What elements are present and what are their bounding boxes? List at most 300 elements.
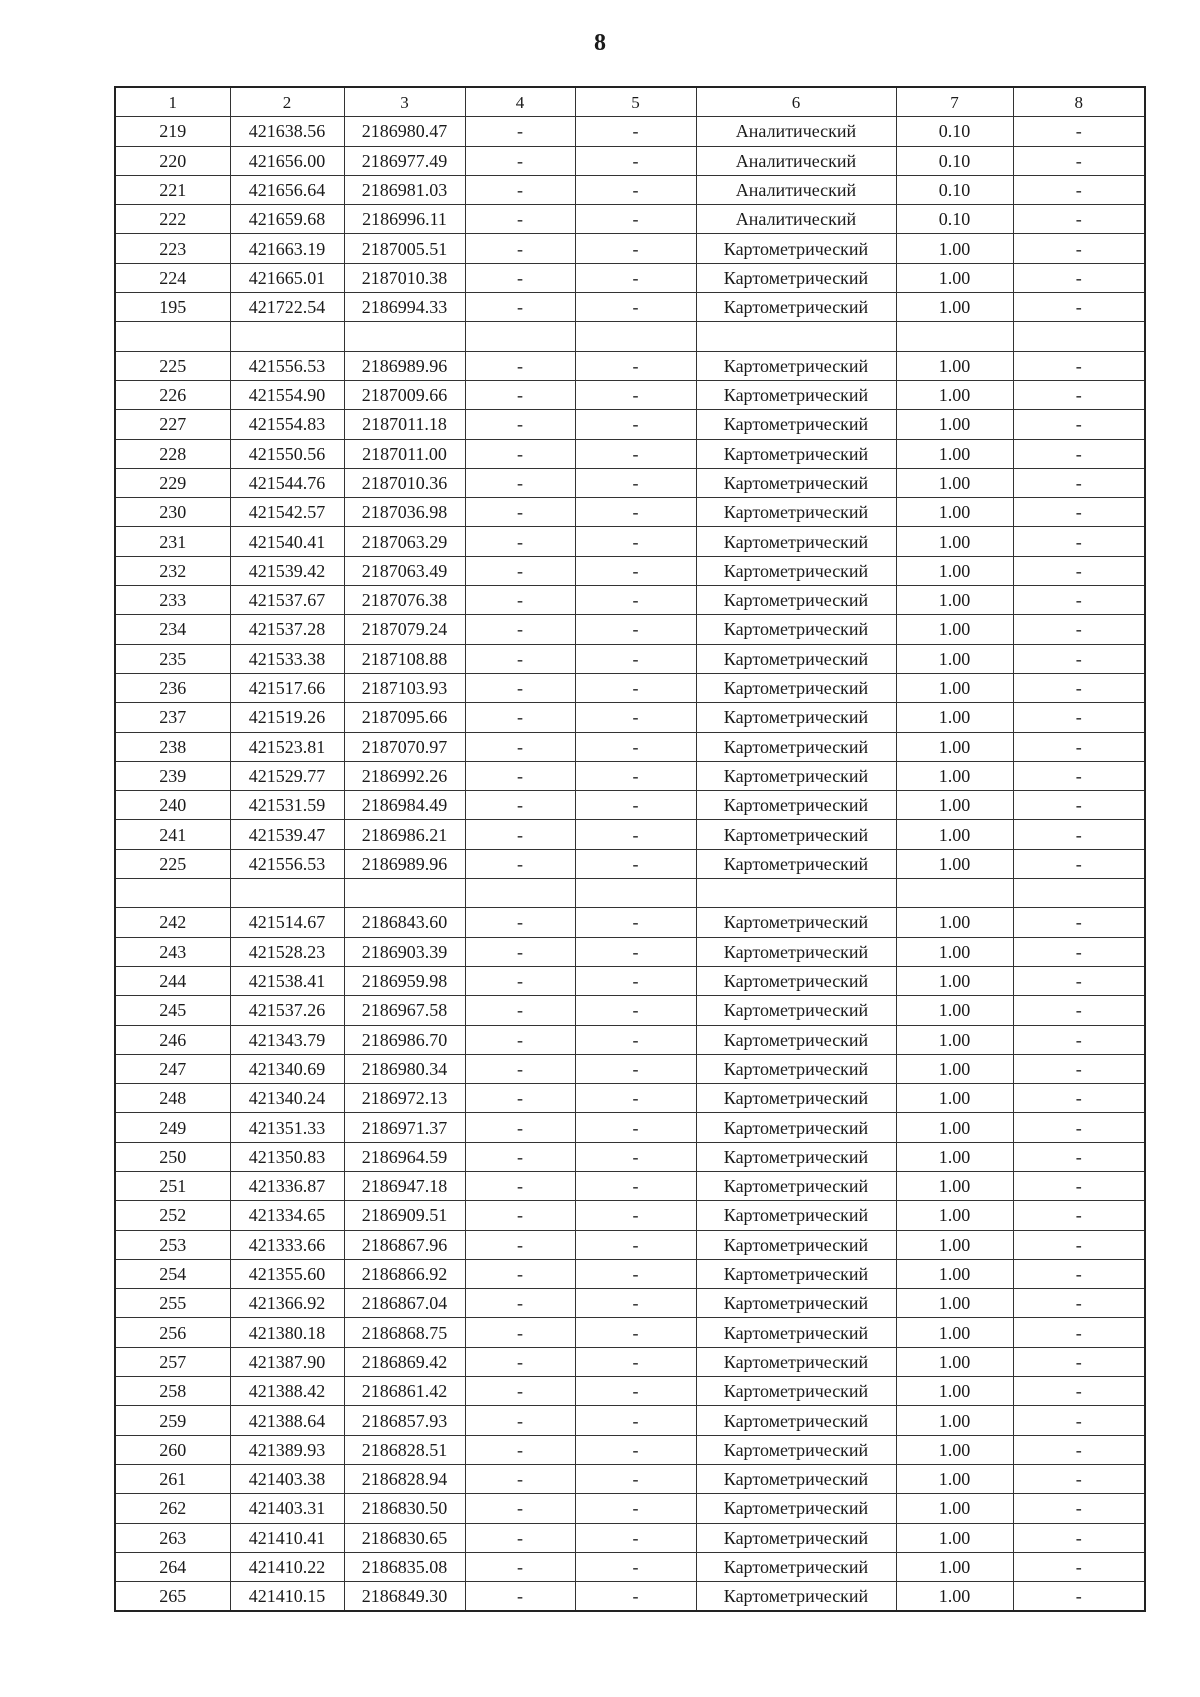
table-row [115,527,1145,556]
accuracy-cell: 1.00 [896,1259,1013,1288]
y-coordinate-cell: 2186903.39 [344,937,465,966]
method-cell: Картометрический [696,820,896,849]
x-coordinate-cell: 421531.59 [230,791,344,820]
accuracy-cell: 1.00 [896,1523,1013,1552]
y-coordinate-cell: 2187036.98 [344,498,465,527]
method-cell [696,879,896,908]
method-cell: Аналитический [696,146,896,175]
x-coordinate-cell: 421656.00 [230,146,344,175]
col5-cell: - [575,673,696,702]
col4-cell: - [465,1523,575,1552]
table-row [115,1289,1145,1318]
column-header: 3 [344,87,465,117]
x-coordinate-cell: 421663.19 [230,234,344,263]
col5-cell: - [575,1054,696,1083]
accuracy-cell: 1.00 [896,1464,1013,1493]
x-coordinate-cell: 421388.64 [230,1406,344,1435]
y-coordinate-cell: 2186947.18 [344,1171,465,1200]
col5-cell: - [575,175,696,204]
y-coordinate-cell [344,322,465,351]
x-coordinate-cell: 421665.01 [230,263,344,292]
accuracy-cell: 0.10 [896,146,1013,175]
point-number-cell [115,879,230,908]
y-coordinate-cell: 2187005.51 [344,234,465,263]
accuracy-cell: 1.00 [896,1201,1013,1230]
y-coordinate-cell: 2187063.29 [344,527,465,556]
table-row [115,556,1145,585]
col5-cell: - [575,1318,696,1347]
col4-cell: - [465,1582,575,1612]
point-number-cell: 222 [115,205,230,234]
col4-cell: - [465,498,575,527]
col5-cell: - [575,468,696,497]
col8-cell: - [1013,351,1145,380]
col4-cell: - [465,1230,575,1259]
method-cell: Картометрический [696,1347,896,1376]
column-header: 4 [465,87,575,117]
accuracy-cell: 1.00 [896,673,1013,702]
method-cell: Картометрический [696,1201,896,1230]
col4-cell: - [465,175,575,204]
y-coordinate-cell: 2187009.66 [344,380,465,409]
page-number: 8 [594,30,606,56]
col8-cell: - [1013,761,1145,790]
accuracy-cell: 1.00 [896,586,1013,615]
col4-cell: - [465,673,575,702]
col8-cell: - [1013,1464,1145,1493]
point-number-cell: 249 [115,1113,230,1142]
column-header: 6 [696,87,896,117]
col8-cell: - [1013,380,1145,409]
accuracy-cell: 1.00 [896,498,1013,527]
method-cell: Картометрический [696,761,896,790]
col5-cell: - [575,937,696,966]
col8-cell: - [1013,527,1145,556]
table-row [115,1347,1145,1376]
point-number-cell: 260 [115,1435,230,1464]
col4-cell: - [465,1435,575,1464]
point-number-cell: 233 [115,586,230,615]
table-row [115,1201,1145,1230]
col4-cell: - [465,586,575,615]
method-cell: Картометрический [696,234,896,263]
point-number-cell: 226 [115,380,230,409]
col4-cell: - [465,1318,575,1347]
point-number-cell: 259 [115,1406,230,1435]
table-row [115,966,1145,995]
x-coordinate-cell: 421389.93 [230,1435,344,1464]
method-cell: Картометрический [696,293,896,322]
col5-cell: - [575,732,696,761]
point-number-cell: 224 [115,263,230,292]
col5-cell: - [575,703,696,732]
x-coordinate-cell: 421514.67 [230,908,344,937]
x-coordinate-cell: 421336.87 [230,1171,344,1200]
point-number-cell: 234 [115,615,230,644]
method-cell: Картометрический [696,1230,896,1259]
point-number-cell: 244 [115,966,230,995]
method-cell: Картометрический [696,1113,896,1142]
col4-cell: - [465,1113,575,1142]
method-cell: Картометрический [696,644,896,673]
table-separator-row [115,322,1145,351]
point-number-cell: 228 [115,439,230,468]
col4-cell: - [465,1201,575,1230]
x-coordinate-cell: 421410.22 [230,1552,344,1581]
table-row [115,1113,1145,1142]
col4-cell: - [465,1171,575,1200]
method-cell: Картометрический [696,1523,896,1552]
y-coordinate-cell: 2186981.03 [344,175,465,204]
x-coordinate-cell: 421410.41 [230,1523,344,1552]
accuracy-cell: 1.00 [896,1054,1013,1083]
col5-cell [575,322,696,351]
col5-cell: - [575,498,696,527]
x-coordinate-cell: 421537.67 [230,586,344,615]
x-coordinate-cell: 421519.26 [230,703,344,732]
x-coordinate-cell: 421523.81 [230,732,344,761]
accuracy-cell: 1.00 [896,1347,1013,1376]
col5-cell: - [575,644,696,673]
method-cell: Картометрический [696,1406,896,1435]
col8-cell: - [1013,146,1145,175]
table-header-row [115,87,1145,117]
method-cell: Картометрический [696,937,896,966]
x-coordinate-cell: 421538.41 [230,966,344,995]
y-coordinate-cell: 2186996.11 [344,205,465,234]
col8-cell: - [1013,820,1145,849]
table-row [115,293,1145,322]
accuracy-cell: 1.00 [896,644,1013,673]
accuracy-cell: 1.00 [896,439,1013,468]
col5-cell: - [575,146,696,175]
col5-cell: - [575,1259,696,1288]
col4-cell: - [465,1054,575,1083]
accuracy-cell: 1.00 [896,1552,1013,1581]
col4-cell: - [465,351,575,380]
method-cell: Картометрический [696,556,896,585]
col8-cell: - [1013,703,1145,732]
col4-cell: - [465,380,575,409]
y-coordinate-cell: 2186849.30 [344,1582,465,1612]
col5-cell: - [575,1171,696,1200]
col5-cell: - [575,761,696,790]
point-number-cell: 265 [115,1582,230,1612]
accuracy-cell: 1.00 [896,293,1013,322]
point-number-cell: 195 [115,293,230,322]
col8-cell: - [1013,966,1145,995]
y-coordinate-cell: 2187011.18 [344,410,465,439]
point-number-cell: 220 [115,146,230,175]
table-row [115,205,1145,234]
col8-cell: - [1013,175,1145,204]
col8-cell: - [1013,1582,1145,1612]
table-row [115,1494,1145,1523]
table-row [115,234,1145,263]
point-number-cell: 248 [115,1084,230,1113]
col5-cell: - [575,263,696,292]
column-header: 2 [230,87,344,117]
col5-cell: - [575,1582,696,1612]
accuracy-cell: 1.00 [896,1171,1013,1200]
method-cell: Картометрический [696,1259,896,1288]
accuracy-cell: 1.00 [896,996,1013,1025]
x-coordinate-cell: 421540.41 [230,527,344,556]
y-coordinate-cell: 2186835.08 [344,1552,465,1581]
accuracy-cell: 1.00 [896,1494,1013,1523]
accuracy-cell: 1.00 [896,761,1013,790]
col8-cell: - [1013,996,1145,1025]
point-number-cell: 250 [115,1142,230,1171]
table-row [115,791,1145,820]
point-number-cell: 243 [115,937,230,966]
point-number-cell: 242 [115,908,230,937]
method-cell: Картометрический [696,1377,896,1406]
accuracy-cell: 0.10 [896,117,1013,146]
table-row [115,1084,1145,1113]
x-coordinate-cell: 421387.90 [230,1347,344,1376]
method-cell: Картометрический [696,527,896,556]
point-number-cell: 263 [115,1523,230,1552]
col8-cell [1013,879,1145,908]
x-coordinate-cell: 421403.38 [230,1464,344,1493]
x-coordinate-cell: 421659.68 [230,205,344,234]
x-coordinate-cell: 421340.24 [230,1084,344,1113]
table-row [115,1435,1145,1464]
column-header: 1 [115,87,230,117]
col4-cell: - [465,1347,575,1376]
col5-cell: - [575,1406,696,1435]
table-row [115,351,1145,380]
col4-cell: - [465,732,575,761]
col8-cell: - [1013,1435,1145,1464]
point-number-cell: 219 [115,117,230,146]
x-coordinate-cell: 421537.28 [230,615,344,644]
y-coordinate-cell: 2186869.42 [344,1347,465,1376]
x-coordinate-cell: 421656.64 [230,175,344,204]
y-coordinate-cell: 2186909.51 [344,1201,465,1230]
table-row [115,1230,1145,1259]
point-number-cell: 255 [115,1289,230,1318]
y-coordinate-cell: 2186828.51 [344,1435,465,1464]
col8-cell: - [1013,644,1145,673]
table-row [115,1142,1145,1171]
col4-cell: - [465,820,575,849]
col4-cell: - [465,1142,575,1171]
x-coordinate-cell: 421554.83 [230,410,344,439]
col4-cell: - [465,146,575,175]
point-number-cell: 252 [115,1201,230,1230]
y-coordinate-cell: 2186984.49 [344,791,465,820]
point-number-cell: 256 [115,1318,230,1347]
x-coordinate-cell: 421533.38 [230,644,344,673]
method-cell: Картометрический [696,1552,896,1581]
point-number-cell: 232 [115,556,230,585]
table-row [115,908,1145,937]
method-cell: Аналитический [696,117,896,146]
accuracy-cell [896,322,1013,351]
point-number-cell: 225 [115,351,230,380]
point-number-cell: 258 [115,1377,230,1406]
col4-cell: - [465,1084,575,1113]
y-coordinate-cell: 2186989.96 [344,849,465,878]
col8-cell: - [1013,1406,1145,1435]
y-coordinate-cell: 2186992.26 [344,761,465,790]
point-number-cell: 261 [115,1464,230,1493]
method-cell: Картометрический [696,1318,896,1347]
point-number-cell: 235 [115,644,230,673]
point-number-cell: 238 [115,732,230,761]
x-coordinate-cell: 421539.47 [230,820,344,849]
accuracy-cell: 1.00 [896,263,1013,292]
x-coordinate-cell: 421366.92 [230,1289,344,1318]
table-row [115,175,1145,204]
accuracy-cell: 1.00 [896,1289,1013,1318]
method-cell: Картометрический [696,586,896,615]
x-coordinate-cell: 421554.90 [230,380,344,409]
col8-cell: - [1013,1523,1145,1552]
y-coordinate-cell: 2187079.24 [344,615,465,644]
table-row [115,732,1145,761]
y-coordinate-cell: 2186994.33 [344,293,465,322]
table-separator-row [115,879,1145,908]
col4-cell: - [465,615,575,644]
y-coordinate-cell: 2186867.96 [344,1230,465,1259]
accuracy-cell: 1.00 [896,1230,1013,1259]
col4-cell: - [465,1025,575,1054]
method-cell: Картометрический [696,1054,896,1083]
method-cell: Картометрический [696,1171,896,1200]
col5-cell: - [575,380,696,409]
method-cell: Картометрический [696,1464,896,1493]
y-coordinate-cell: 2186972.13 [344,1084,465,1113]
col5-cell: - [575,820,696,849]
col4-cell: - [465,468,575,497]
col5-cell: - [575,1201,696,1230]
col5-cell: - [575,849,696,878]
col8-cell: - [1013,293,1145,322]
point-number-cell: 236 [115,673,230,702]
point-number-cell: 246 [115,1025,230,1054]
table-row [115,1318,1145,1347]
accuracy-cell: 1.00 [896,380,1013,409]
table-row [115,703,1145,732]
point-number-cell: 221 [115,175,230,204]
col4-cell: - [465,644,575,673]
point-number-cell: 230 [115,498,230,527]
col8-cell: - [1013,1377,1145,1406]
col4-cell: - [465,1289,575,1318]
col8-cell: - [1013,1552,1145,1581]
y-coordinate-cell: 2187076.38 [344,586,465,615]
table-row [115,673,1145,702]
col8-cell: - [1013,1201,1145,1230]
col5-cell: - [575,1230,696,1259]
point-number-cell: 264 [115,1552,230,1581]
col4-cell: - [465,410,575,439]
y-coordinate-cell: 2186959.98 [344,966,465,995]
col5-cell: - [575,205,696,234]
col5-cell: - [575,1494,696,1523]
col4-cell: - [465,527,575,556]
point-number-cell: 251 [115,1171,230,1200]
method-cell: Картометрический [696,439,896,468]
method-cell: Картометрический [696,1084,896,1113]
col8-cell: - [1013,234,1145,263]
point-number-cell: 241 [115,820,230,849]
table-row [115,498,1145,527]
method-cell: Картометрический [696,1435,896,1464]
y-coordinate-cell: 2186830.65 [344,1523,465,1552]
col5-cell: - [575,556,696,585]
col8-cell: - [1013,556,1145,585]
table-row [115,615,1145,644]
col4-cell: - [465,556,575,585]
col4-cell: - [465,908,575,937]
x-coordinate-cell: 421350.83 [230,1142,344,1171]
col8-cell: - [1013,673,1145,702]
col4-cell: - [465,1464,575,1493]
x-coordinate-cell: 421351.33 [230,1113,344,1142]
col8-cell: - [1013,732,1145,761]
table-row [115,1523,1145,1552]
y-coordinate-cell: 2186868.75 [344,1318,465,1347]
table-row [115,586,1145,615]
col5-cell: - [575,791,696,820]
accuracy-cell: 1.00 [896,791,1013,820]
y-coordinate-cell: 2187011.00 [344,439,465,468]
col8-cell [1013,322,1145,351]
col4-cell: - [465,117,575,146]
col8-cell: - [1013,1347,1145,1376]
accuracy-cell: 1.00 [896,410,1013,439]
col5-cell: - [575,117,696,146]
accuracy-cell: 0.10 [896,175,1013,204]
method-cell: Картометрический [696,410,896,439]
col5-cell: - [575,293,696,322]
col8-cell: - [1013,439,1145,468]
y-coordinate-cell: 2187063.49 [344,556,465,585]
col4-cell: - [465,205,575,234]
col8-cell: - [1013,1113,1145,1142]
col5-cell: - [575,1377,696,1406]
col4-cell: - [465,703,575,732]
col5-cell: - [575,1142,696,1171]
accuracy-cell: 1.00 [896,351,1013,380]
col4-cell: - [465,1406,575,1435]
x-coordinate-cell: 421638.56 [230,117,344,146]
y-coordinate-cell: 2186830.50 [344,1494,465,1523]
col5-cell: - [575,1523,696,1552]
col4-cell: - [465,849,575,878]
table-row [115,1552,1145,1581]
y-coordinate-cell: 2186971.37 [344,1113,465,1142]
method-cell: Картометрический [696,996,896,1025]
method-cell: Картометрический [696,849,896,878]
table-row [115,1054,1145,1083]
accuracy-cell: 1.00 [896,820,1013,849]
y-coordinate-cell: 2186867.04 [344,1289,465,1318]
accuracy-cell [896,879,1013,908]
col8-cell: - [1013,615,1145,644]
col8-cell: - [1013,849,1145,878]
point-number-cell [115,322,230,351]
col8-cell: - [1013,263,1145,292]
x-coordinate-cell: 421722.54 [230,293,344,322]
x-coordinate-cell: 421542.57 [230,498,344,527]
method-cell: Картометрический [696,1025,896,1054]
point-number-cell: 247 [115,1054,230,1083]
